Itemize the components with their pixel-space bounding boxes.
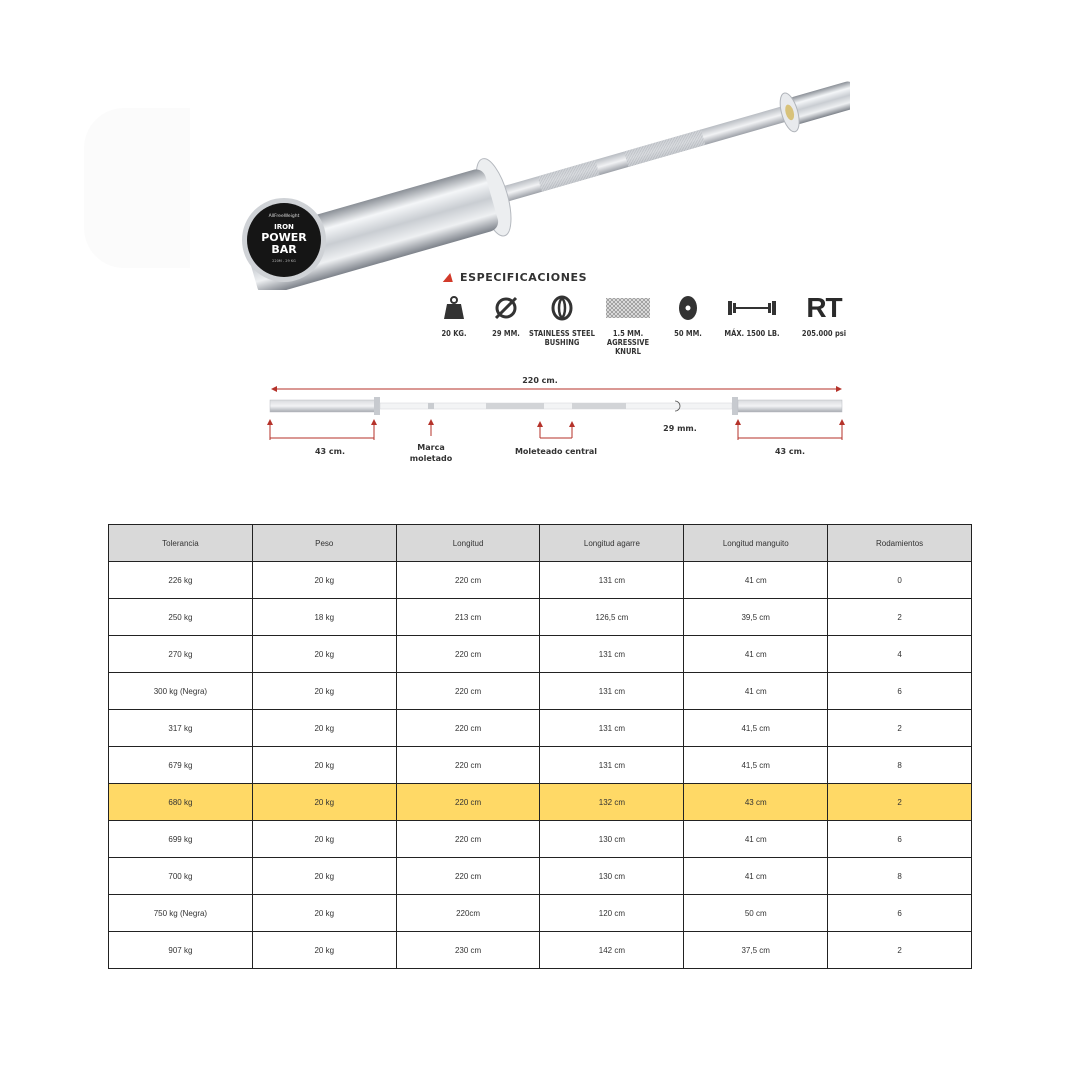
- table-cell: 220 cm: [396, 747, 540, 784]
- bushing-icon: [526, 293, 598, 323]
- table-cell: 50 cm: [684, 895, 828, 932]
- table-cell: 20 kg: [252, 858, 396, 895]
- table-row: [109, 821, 972, 858]
- table-header-row: [109, 525, 972, 562]
- barbell-product-image: [230, 80, 850, 290]
- rt-icon: RT: [806, 292, 842, 323]
- table-cell: 120 cm: [540, 895, 684, 932]
- spec-sleeve: [652, 293, 724, 338]
- spec-label: 205.000 psi: [801, 329, 847, 338]
- table-row: [109, 747, 972, 784]
- center-knurl-label: Moleteado central: [514, 447, 598, 456]
- table-cell: 20 kg: [252, 710, 396, 747]
- table-cell: 41 cm: [684, 858, 828, 895]
- sleeve-icon: [652, 293, 724, 323]
- column-header: Peso: [252, 525, 396, 562]
- table-cell: 250 kg: [109, 599, 253, 636]
- table-cell: 220 cm: [396, 710, 540, 747]
- spec-label: 29 MM.: [492, 329, 520, 338]
- table-cell: 699 kg: [109, 821, 253, 858]
- table-cell: 679 kg: [109, 747, 253, 784]
- table-cell: 132 cm: [540, 784, 684, 821]
- table-cell: 131 cm: [540, 673, 684, 710]
- table-cell: 213 cm: [396, 599, 540, 636]
- table-cell: 300 kg (Negra): [109, 673, 253, 710]
- total-length-label: 220 cm.: [522, 376, 558, 385]
- table-cell: 126,5 cm: [540, 599, 684, 636]
- spec-label: 50 MM.: [674, 329, 702, 338]
- table-cell: 220 cm: [396, 784, 540, 821]
- table-cell: 2: [828, 710, 972, 747]
- table-cell: 41,5 cm: [684, 747, 828, 784]
- table-cell: 6: [828, 895, 972, 932]
- table-cell: 39,5 cm: [684, 599, 828, 636]
- svg-text:AllFreeWeight: AllFreeWeight: [268, 214, 300, 219]
- red-accent-icon: [443, 273, 455, 282]
- table-cell: 4: [828, 636, 972, 673]
- table-cell: 20 kg: [252, 673, 396, 710]
- spec-label: 20 KG.: [441, 329, 467, 338]
- table-cell: 220 cm: [396, 562, 540, 599]
- table-cell: 230 cm: [396, 932, 540, 969]
- table-row: [109, 784, 972, 821]
- left-sleeve-length-label: 43 cm.: [314, 447, 346, 456]
- table-cell: 20 kg: [252, 895, 396, 932]
- table-cell: 220 cm: [396, 821, 540, 858]
- table-row: [109, 895, 972, 932]
- spec-tensile: [788, 293, 860, 338]
- table-cell: 220 cm: [396, 636, 540, 673]
- table-row: [109, 673, 972, 710]
- table-cell: 2: [828, 784, 972, 821]
- svg-text:IRON: IRON: [274, 223, 294, 231]
- spec-max-load: [716, 293, 788, 338]
- column-header: Longitud agarre: [540, 525, 684, 562]
- right-sleeve-length-label: 43 cm.: [774, 447, 806, 456]
- table-cell: 220cm: [396, 895, 540, 932]
- table-cell: 220 cm: [396, 673, 540, 710]
- table-cell: 41 cm: [684, 821, 828, 858]
- shaft-diameter-label: 29 mm.: [663, 424, 697, 433]
- table-cell: 680 kg: [109, 784, 253, 821]
- column-header: Longitud: [396, 525, 540, 562]
- table-cell: 20 kg: [252, 562, 396, 599]
- table-row: [109, 932, 972, 969]
- table-cell: 41 cm: [684, 562, 828, 599]
- table-cell: 6: [828, 821, 972, 858]
- table-cell: 131 cm: [540, 710, 684, 747]
- table-cell: 130 cm: [540, 858, 684, 895]
- table-cell: 130 cm: [540, 821, 684, 858]
- table-cell: 142 cm: [540, 932, 684, 969]
- table-cell: 41 cm: [684, 673, 828, 710]
- table-cell: 220 cm: [396, 858, 540, 895]
- knurl-mark-label: Marca moletado: [409, 443, 453, 463]
- table-body: [109, 562, 972, 969]
- svg-text:BAR: BAR: [271, 243, 297, 256]
- table-cell: 20 kg: [252, 932, 396, 969]
- column-header: Rodamientos: [828, 525, 972, 562]
- column-header: Tolerancia: [109, 525, 253, 562]
- table-cell: 317 kg: [109, 710, 253, 747]
- table-cell: 6: [828, 673, 972, 710]
- spec-label: MÁX. 1500 LB.: [724, 329, 780, 338]
- table-cell: 131 cm: [540, 747, 684, 784]
- table-cell: 270 kg: [109, 636, 253, 673]
- table-cell: 18 kg: [252, 599, 396, 636]
- table-cell: 20 kg: [252, 747, 396, 784]
- table-row: [109, 858, 972, 895]
- table-cell: 907 kg: [109, 932, 253, 969]
- specifications-list: [430, 293, 850, 363]
- table-cell: 8: [828, 747, 972, 784]
- barbell-comparison-table: [108, 524, 972, 969]
- table-cell: 20 kg: [252, 636, 396, 673]
- endcap-logo: [242, 198, 326, 282]
- table-cell: 20 kg: [252, 821, 396, 858]
- table-cell: 131 cm: [540, 562, 684, 599]
- table-cell: 2: [828, 599, 972, 636]
- barbell-icon: [716, 293, 788, 323]
- table-cell: 20 kg: [252, 784, 396, 821]
- table-cell: 131 cm: [540, 636, 684, 673]
- table-row: [109, 710, 972, 747]
- table-cell: 750 kg (Negra): [109, 895, 253, 932]
- table-row: [109, 562, 972, 599]
- table-cell: 43 cm: [684, 784, 828, 821]
- table-cell: 37,5 cm: [684, 932, 828, 969]
- table-cell: 41,5 cm: [684, 710, 828, 747]
- svg-text:POWER: POWER: [261, 231, 307, 244]
- table-cell: 8: [828, 858, 972, 895]
- table-cell: 2: [828, 932, 972, 969]
- column-header: Longitud manguito: [684, 525, 828, 562]
- table-row: [109, 599, 972, 636]
- spec-label: STAINLESS STEEL BUSHING: [529, 329, 595, 347]
- table-cell: 226 kg: [109, 562, 253, 599]
- table-cell: 0: [828, 562, 972, 599]
- table-cell: 700 kg: [109, 858, 253, 895]
- background-panel: [84, 108, 190, 268]
- specifications-title: ESPECIFICACIONES: [444, 271, 587, 284]
- spec-label: 1.5 MM. AGRESSIVE KNURL: [606, 329, 650, 356]
- spec-bushing: [526, 293, 598, 347]
- table-cell: 41 cm: [684, 636, 828, 673]
- table-row: [109, 636, 972, 673]
- svg-text:220M - 29 KG: 220M - 29 KG: [272, 259, 296, 263]
